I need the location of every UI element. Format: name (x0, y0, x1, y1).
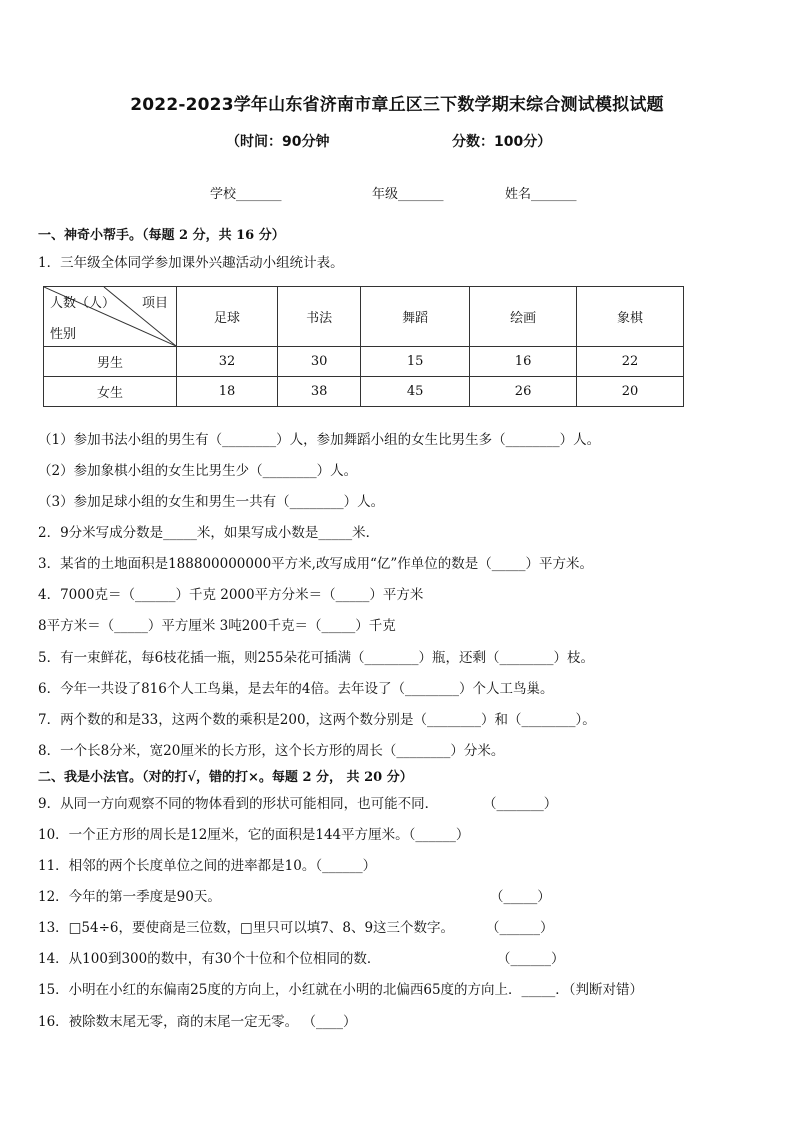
question-4-line-1: 4．7000克＝（______）千克 2000平方分米＝（_____）平方米 (38, 587, 424, 603)
table-cell: 18 (177, 377, 278, 407)
table-cell: 26 (470, 377, 577, 407)
question-14-answer-blank: （______） (497, 951, 565, 967)
column-header: 象棋 (577, 287, 684, 347)
question-9-answer-blank: （_______） (483, 796, 558, 812)
school-field: 学校_______ (210, 187, 282, 202)
question-6: 6．今年一共设了816个人工鸟巢，是去年的4倍。去年设了（________）个人工鸟巢。 (38, 681, 554, 697)
table-cell: 38 (278, 377, 361, 407)
question-13 (38, 916, 554, 936)
table-row (44, 377, 684, 407)
table-row (44, 347, 684, 377)
question-13-text: 13．□54÷6，要使商是三位数，□里只可以填7、8、9这三个数字。 (38, 920, 455, 936)
column-header: 绘画 (470, 287, 577, 347)
section-2-heading: 二、我是小法官。（对的打√，错的打×。每题 2 分， 共 20 分） (38, 770, 413, 785)
table-cell: 22 (577, 347, 684, 377)
question-3: 3．某省的土地面积是188800000000平方米,改写成用“亿”作单位的数是（_____）平方米。 (38, 556, 594, 572)
question-2: 2．9分米写成分数是_____米，如果写成小数是_____米． (38, 525, 380, 541)
table-cell: 20 (577, 377, 684, 407)
question-1-2: （2）参加象棋小组的女生比男生少（________）人。 (38, 463, 358, 479)
question-8: 8．一个长8分米，宽20厘米的长方形，这个长方形的周长（________）分米。 (38, 743, 505, 759)
question-13-answer-blank: （______） (486, 920, 554, 936)
question-4-line-2: 8平方米＝（_____）平方厘米 3吨200千克＝（_____）千克 (38, 618, 396, 634)
statistics-table (43, 286, 684, 407)
diagonal-header-cell (44, 287, 177, 347)
question-12 (38, 885, 551, 905)
column-header: 书法 (278, 287, 361, 347)
question-1-1: （1）参加书法小组的男生有（________）人，参加舞蹈小组的女生比男生多（________）人。 (38, 432, 601, 448)
question-7: 7．两个数的和是33，这两个数的乘积是200，这两个数分别是（________）和（________）。 (38, 712, 596, 728)
question-12-text: 12．今年的第一季度是90天。 (38, 889, 221, 905)
diag-label-count: 人数（人） (50, 296, 116, 311)
grade-field: 年级_______ (372, 187, 444, 202)
question-1: 1．三年级全体同学参加课外兴趣活动小组统计表。 (38, 255, 344, 271)
diag-label-item: 项目 (142, 296, 169, 311)
table-cell: 32 (177, 347, 278, 377)
exam-score: 分数：100分） (452, 134, 552, 150)
column-header: 舞蹈 (361, 287, 470, 347)
exam-time: （时间：90分钟 (226, 134, 330, 150)
table-cell: 45 (361, 377, 470, 407)
page-title: 2022-2023学年山东省济南市章丘区三下数学期末综合测试模拟试题 (130, 95, 664, 115)
question-1-3: （3）参加足球小组的女生和男生一共有（________）人。 (38, 494, 385, 510)
name-field: 姓名_______ (505, 187, 577, 202)
row-label: 女生 (44, 377, 177, 407)
question-15: 15．小明在小红的东偏南25度的方向上，小红就在小明的北偏西65度的方向上．_____．（判断对错） (38, 982, 644, 998)
table-cell: 15 (361, 347, 470, 377)
question-9-text: 9．从同一方向观察不同的物体看到的形状可能相同，也可能不同． (38, 796, 439, 812)
question-14-text: 14．从100到300的数中，有30个十位和个位相同的数． (38, 951, 381, 967)
question-9 (38, 792, 558, 812)
table-cell: 16 (470, 347, 577, 377)
question-11: 11．相邻的两个长度单位之间的进率都是10。（______） (38, 858, 377, 874)
question-5: 5．有一束鲜花，每6枝花插一瓶，则255朵花可插满（________）瓶，还剩（________）枝。 (38, 650, 594, 666)
table-cell: 30 (278, 347, 361, 377)
row-label: 男生 (44, 347, 177, 377)
section-1-heading: 一、神奇小帮手。（每题 2 分，共 16 分） (38, 228, 285, 243)
table-header-row (44, 287, 684, 347)
question-16: 16．被除数末尾无零，商的末尾一定无零。 （____） (38, 1014, 357, 1030)
question-12-answer-blank: （_____） (490, 889, 551, 905)
question-14 (38, 947, 565, 967)
diag-label-gender: 性别 (50, 327, 77, 342)
question-10: 10．一个正方形的周长是12厘米，它的面积是144平方厘米。（______） (38, 827, 470, 843)
column-header: 足球 (177, 287, 278, 347)
